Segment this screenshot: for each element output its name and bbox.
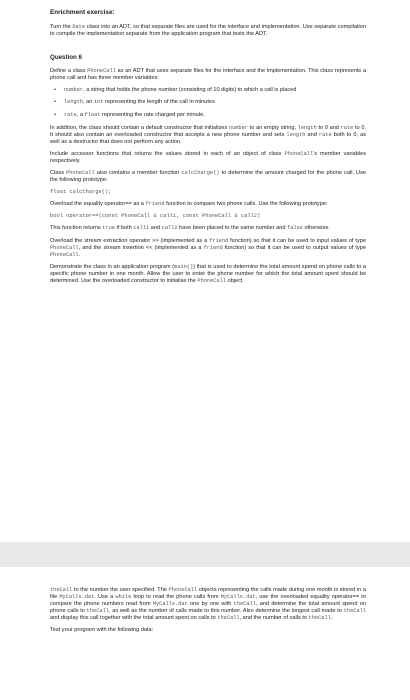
inline-code: PhoneCall [50,251,79,258]
inline-code: PhoneCall [168,587,198,593]
inline-code: MyCalls.dat [220,594,256,601]
list-item: • rate, a float representing the rate charged per minute. [54,111,205,118]
inline-code: length [297,124,317,131]
equality-prototype: bool operator==(const PhoneCall & call1, const PhoneCall & call2) [50,213,261,220]
inline-code: theCall [343,608,366,615]
demonstrate-paragraph: Demonstrate the class in an application program (main()) that is used to determine the total amount spend on phone calls to a specific phone number in one month. Allow the user to enter the phone number for which the total amount spent should be determined. Use the overloaded constructor to initialise the PhoneCall object [50,263,366,284]
member-variable-list [50,87,366,118]
inline-code: rate [340,124,354,131]
inline-code: Date [72,24,86,30]
stream-paragraph: Overload the stream extraction operator >> (implemented as a friend function) so that it can be used to input values of type PhoneCall, and the stream insertion << (implemented as a friend function) so that it can be used to output values of type PhoneCall. [50,237,366,258]
question-title: Question 6 [50,54,82,62]
returns-paragraph: This function returns true if both call1 and call2 have been placed to the same number and false otherwise. [50,225,331,232]
inline-code: calcCharge() [181,170,220,177]
inline-code: theCall [86,608,109,615]
inline-code: length [64,99,84,106]
inline-code: int [93,99,104,106]
inline-code: PhoneCall [66,170,95,177]
inline-code: float [84,111,101,118]
inline-code: theCall [50,587,73,593]
inline-code: friend [209,237,229,244]
accessor-paragraph: Include accessor functions that returns the values stored in each of an object of class PhoneCall's member variables respectively. [50,150,367,165]
inline-code: PhoneCall [87,68,116,75]
inline-code: main() [174,263,194,270]
inline-code: true [102,225,115,232]
test-data-line: Test your program with the following data: [50,627,154,634]
inline-code: MyCalls.dat [59,594,95,601]
define-paragraph: Define a class PhoneCall as an ADT that uses separate files for the interface and the implementation. This class represents a phone call and has three member variables: [50,68,367,82]
inline-code: friend [145,201,165,208]
inline-code: while [115,594,132,601]
intro-paragraph: Turn the Date class into an ADT, so that separate files are used for the interface and implementation. Use separate compilation to compile the implementation separate from the application program that tests the ADT. [50,24,366,38]
inline-code: length [286,131,306,138]
inline-code: friend [203,244,223,251]
inline-code: number [64,87,84,94]
inline-code: PhoneCall [284,150,314,157]
constructor-paragraph: In addition, the class should contain a default constructor that initializes number to an empty string, length to 0 and rate to 0. It should also contain an overloaded constructor that accepts a new phone number and sets length and rate both to 0, as well as a destructor that does not perform any action. [50,124,366,145]
list-item: • number, a string that holds the phone number (consisting of 10 digits) to which a call is placed [54,87,297,94]
overload-paragraph: Overload the equality operator== as a friend function to compare two phone calls. Use the following prototype: [50,201,328,208]
inline-code: MyCalls.dat [152,601,188,608]
calc-charge-paragraph: Class PhoneCall also contains a member function calcCharge() to determine the amount charged for the phone call. Use the following prototype: [50,170,367,184]
inline-code: rate [318,131,332,138]
enrichment-heading: Enrichment exercise: [50,9,115,16]
inline-code: rate [64,111,77,118]
inline-code: call1 [133,225,150,232]
inline-code: theCall [233,601,256,608]
inline-code: PhoneCall [197,277,226,284]
inline-code: call2 [161,225,178,232]
list-item: • length, an int representing the length of the call in minutes [54,99,215,106]
inline-code: number [228,124,248,131]
document-page-2 [0,567,410,700]
continuation-paragraph: theCall to the number the user specified. The PhoneCall objects representing the calls made during one month is stored in a file MyCalls.dat. Use a while loop to read the phone calls from MyCalls.dat, use the overloaded equality operator== to compare the phone numbers read from MyCalls.dat one by one with theCall, and determine the total amount spend on phone calls to theCall, as well as the number of calls made to this number. Also determine the longest call made to theCall and display this call together with the total amount spent on calls to theCall, and the number of calls to theCall. [50,587,366,622]
inline-code: PhoneCall [50,244,79,251]
inline-code: false [287,225,303,232]
inline-code: theCall [308,615,331,622]
inline-code: theCall [217,615,240,622]
calc-charge-prototype: float calcCharge(); [50,189,112,196]
